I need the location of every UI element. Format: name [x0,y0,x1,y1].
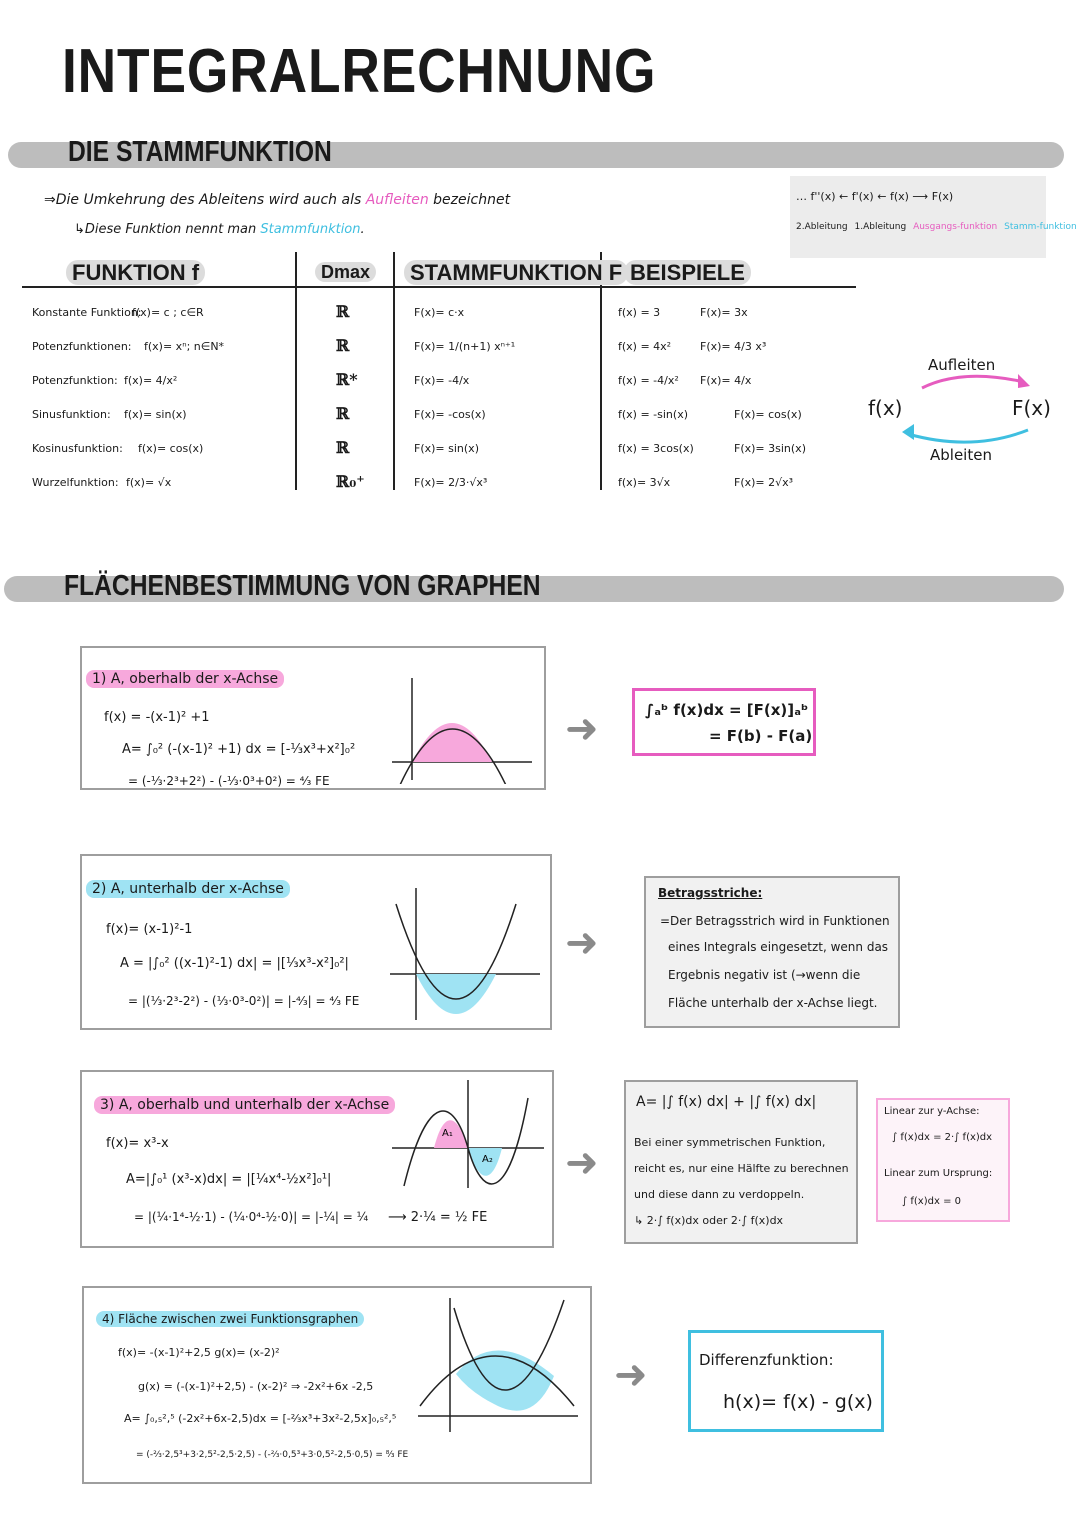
arrow-right-icon: ➜ [565,920,599,966]
intro-line-1 [44,192,510,208]
cell-example-f: f(x) = 4x² [618,340,672,353]
differenzfunktion-box [688,1330,884,1432]
case-tag: 2) A, unterhalb der x-Achse [86,880,290,898]
intro-line-2 [74,222,365,237]
note-title: Betragsstriche: [658,886,763,900]
cell-name: Sinusfunktion: [32,408,111,421]
section-heading: DIE STAMMFUNKTION [68,136,332,168]
cell-formula: f(x)= sin(x) [124,408,187,421]
cycle-aufleiten: Aufleiten [928,356,996,374]
note-line: Fläche unterhalb der x-Achse liegt. [668,996,878,1010]
cell-example-f: f(x)= 3√x [618,476,671,489]
cell-stammfunktion: F(x)= -cos(x) [414,408,486,421]
table-header-rule [22,286,856,288]
page-title: INTEGRALRECHNUNG [62,37,657,106]
cell-formula: f(x)= √x [126,476,172,489]
note-line: =Der Betragsstrich wird in Funktionen [660,914,890,928]
case3-graph [388,1078,548,1192]
case3-box [80,1070,554,1248]
cycle-ableiten: Ableiten [930,446,992,464]
term-aufleiten: Aufleiten [365,192,429,208]
cell-name: Kosinusfunktion: [32,442,123,455]
area-label-a2: A₂ [482,1154,493,1165]
cell-stammfunktion: F(x)= sin(x) [414,442,479,455]
note-line: und diese dann zu verdoppeln. [634,1188,805,1201]
intro-text: ⇒Die Umkehrung des Ableitens wird auch als [44,192,362,208]
chain-item: f(x) [889,190,909,203]
derivative-chain-box [790,176,1077,258]
sym-formula: ∫ f(x)dx = 2·∫ f(x)dx [892,1132,993,1143]
note-line: eines Integrals eingesetzt, wenn das [668,940,889,954]
cell-example-f: f(x) = -sin(x) [618,408,688,421]
note-line: Ergebnis negativ ist (→wenn die [668,968,861,982]
cell-name: Konstante Funktion: [32,306,142,319]
arrow-right-icon: ➜ [565,706,599,752]
cell-example-F: F(x)= 4/x [700,374,752,387]
section-bar-flaechen [4,570,1064,602]
case1-label [86,668,284,688]
chain-bottom-row [796,222,1077,232]
arrow-right-icon: ➜ [565,1140,599,1186]
chain-item: f'(x) [851,190,874,203]
case4-line: g(x) = (-(x-1)²+2,5) - (x-2)² ⇒ -2x²+6x -2,5 [138,1380,374,1393]
arrow-right-icon: ➜ [614,1352,648,1398]
note-line: Bei einer symmetrischen Funktion, [634,1136,826,1149]
cell-example-F: F(x)= cos(x) [734,408,802,421]
cell-example-F: F(x)= 3x [700,306,748,319]
case4-line: = (-⅔·2,5³+3·2,5²-2,5·2,5) - (-⅔·0,5³+3·0,5²-2,5·0,5) = ⁸⁄₃ FE [136,1450,409,1460]
case1-result-box [632,688,816,756]
cell-formula: f(x)= cos(x) [138,442,204,455]
note-line: reicht es, nur eine Hälfte zu berechnen [634,1162,849,1175]
cell-formula: f(x)= xⁿ; n∈N* [144,340,225,353]
case1-graph [382,674,534,784]
sym-label: Linear zum Ursprung: [884,1168,993,1179]
intro-text: bezeichnet [433,192,511,208]
note-line: ↳ 2·∫ f(x)dx oder 2·∫ f(x)dx [634,1214,784,1227]
th-funktion [66,260,205,286]
cell-name: Potenzfunktionen: [32,340,132,353]
cell-formula: f(x)= c ; c∈R [132,306,204,319]
cell-name: Potenzfunktion: [32,374,118,387]
cell-example-f: f(x) = 3cos(x) [618,442,694,455]
chain-caption: 1.Ableitung [854,222,907,232]
cell-formula: f(x)= 4/x² [124,374,178,387]
section-bar-stammfunktion [8,136,1064,168]
note-formula: A= |∫ f(x) dx| + |∫ f(x) dx| [636,1094,817,1110]
sym-formula: ∫ f(x)dx = 0 [902,1196,961,1207]
th-label: FUNKTION f [66,260,205,285]
cell-domain: ℝ [336,404,350,423]
symmetry-note [624,1080,858,1244]
case4-label [96,1308,364,1327]
result-formula: ∫ₐᵇ f(x)dx = [F(x)]ₐᵇ [645,701,809,719]
case1-line: = (-⅓·2³+2²) - (-⅓·0³+0²) = ⁴⁄₃ FE [128,774,330,788]
case2-line: f(x)= (x-1)²-1 [106,922,193,937]
case-tag: 1) A, oberhalb der x-Achse [86,670,284,688]
cell-stammfunktion: F(x)= 1/(n+1) xⁿ⁺¹ [414,340,516,353]
chain-arrow: ← [839,190,849,203]
case2-box [80,854,552,1030]
intro-text: . [360,222,365,237]
symmetry-rules-box [876,1098,1010,1222]
diff-formula: h(x)= f(x) - g(x) [723,1391,873,1413]
cell-domain: ℝ* [336,370,358,389]
case2-line: A = |∫₀² ((x-1)²-1) dx| = |[⅓x³-x²]₀²| [120,956,349,971]
cell-example-F: F(x)= 3sin(x) [734,442,806,455]
cell-name: Wurzelfunktion: [32,476,119,489]
case1-line: A= ∫₀² (-(x-1)² +1) dx = [-⅓x³+x²]₀² [122,742,356,757]
case4-graph [414,1296,582,1436]
cell-stammfunktion: F(x)= c·x [414,306,465,319]
case1-line: f(x) = -(x-1)² +1 [104,710,210,725]
cell-domain: ℝ₀⁺ [336,472,365,491]
chain-arrow: ⟶ [912,190,929,203]
cell-stammfunktion: F(x)= -4/x [414,374,470,387]
case3-extra: ⟶ 2·¼ = ½ FE [388,1210,488,1225]
chain-item: F(x) [931,190,954,203]
diff-title: Differenzfunktion: [699,1351,834,1369]
case2-line: = |(⅓·2³-2²) - (⅓·0³-0²)| = |-⁴⁄₃| = ⁴⁄₃ FE [128,994,360,1008]
th-label: Dmax [315,262,376,282]
chain-arrow: ← [877,190,887,203]
chain-caption: Stamm-funktion [1004,222,1077,232]
case3-line: A=|∫₀¹ (x³-x)dx| = |[¼x⁴-½x²]₀¹| [126,1172,332,1187]
case3-line: f(x)= x³-x [106,1136,169,1151]
case-tag: 4) Fläche zwischen zwei Funktionsgraphen [96,1311,364,1327]
cell-example-f: f(x) = 3 [618,306,661,319]
case3-label [94,1094,395,1114]
chain-item: … f''(x) [796,190,836,203]
table-divider [600,252,602,490]
case2-label [86,878,290,898]
th-dmax [315,262,376,283]
intro-text: ↳Diese Funktion nennt man [74,222,257,237]
case4-box [82,1286,592,1484]
case4-line: f(x)= -(x-1)²+2,5 g(x)= (x-2)² [118,1346,280,1359]
th-label: BEISPIELE [624,260,751,285]
result-formula: = F(b) - F(a) [709,727,813,745]
table-divider [393,252,395,490]
case2-graph [384,884,544,1024]
chain-caption: 2.Ableitung [796,222,848,232]
cell-domain: ℝ [336,302,350,321]
case-tag: 3) A, oberhalb und unterhalb der x-Achse [94,1096,395,1114]
aufleiten-ableiten-cycle [862,348,1062,468]
cell-domain: ℝ [336,438,350,457]
th-stammfunktion [404,260,628,286]
case4-line: A= ∫₀,₅²,⁵ (-2x²+6x-2,5)dx = [-⅔x³+3x²-2,5x]₀,₅²,⁵ [124,1412,397,1425]
th-beispiele [624,260,751,286]
betragsstriche-note [644,876,900,1028]
cycle-f: f(x) [868,396,903,420]
area-label-a1: A₁ [442,1128,453,1139]
chain-caption: Ausgangs-funktion [913,222,998,232]
term-stammfunktion: Stammfunktion [260,222,361,237]
cell-example-F: F(x)= 4/3 x³ [700,340,767,353]
th-label: STAMMFUNKTION F [404,260,628,285]
cell-stammfunktion: F(x)= 2/3·√x³ [414,476,488,489]
cell-example-F: F(x)= 2√x³ [734,476,794,489]
sym-label: Linear zur y-Achse: [884,1106,980,1117]
section-heading: FLÄCHENBESTIMMUNG VON GRAPHEN [64,570,541,602]
chain-top-row [796,190,953,203]
cell-example-f: f(x) = -4/x² [618,374,679,387]
case1-box [80,646,546,790]
cell-domain: ℝ [336,336,350,355]
case3-line: = |(¼·1⁴-½·1) - (¼·0⁴-½·0)| = |-¼| = ¼ [134,1210,369,1224]
cycle-F: F(x) [1012,396,1051,420]
table-divider [295,252,297,490]
